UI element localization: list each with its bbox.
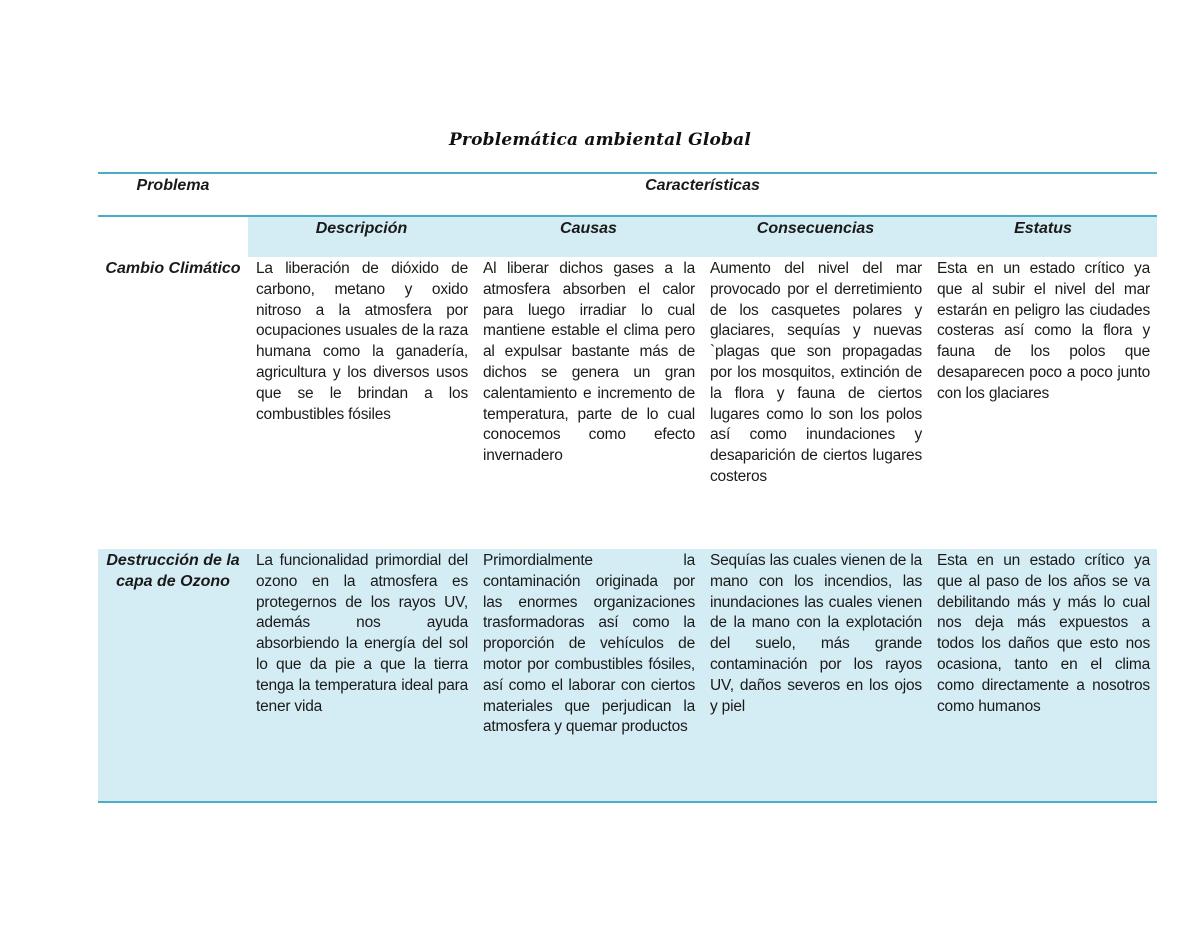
table-row [98, 549, 1157, 802]
cell-descripcion: La funcionalidad primordial del ozono en la atmosfera es protegernos de los rayos UV, además nos ayuda absorbiendo la energía del sol lo que da pie a que la tierra tenga la temperatura ideal para tener vida [248, 549, 475, 802]
header-caracteristicas: Características [248, 173, 1157, 216]
table-header-row [98, 173, 1157, 216]
cell-estatus: Esta en un estado crítico ya que al paso de los años se va debilitando más y más lo cual nos deja más expuestos a todos los daños que esto nos ocasiona, tanto en el clima como directamente a nosotros como humanos [929, 549, 1157, 802]
column-header-descripcion: Descripción [248, 216, 475, 257]
subheader-blank-cell [98, 216, 248, 257]
row-problem-label: Destrucción de la capa de Ozono [98, 549, 248, 802]
cell-causas: Al liberar dichos gases a la atmosfera absorben el calor para luego irradiar lo cual mantiene estable el clima pero al expulsar bastante más de dichos se genera un gran calentamiento e incremento de temperatura, parte de lo cual conocemos como efecto invernadero [483, 260, 695, 465]
cell-descripcion: La liberación de dióxido de carbono, metano y oxido nitroso a la atmosfera por ocupaciones usuales de la raza humana como la ganadería, agricultura y los diversos usos que se le brindan a los combustibles fósiles [256, 260, 468, 423]
column-header-causas: Causas [475, 216, 702, 257]
document-title: Problemática ambiental Global [448, 130, 752, 150]
row-problem-label: Cambio Climático [105, 260, 241, 277]
table-subheader-row [98, 216, 1157, 257]
cell-consecuencias: Aumento del nivel del mar provocado por el derretimiento de los casquetes polares y glaciares, sequías y nuevas `plagas que son propagadas por los mosquitos, extinción de la flora y fauna de ciertos lugares como lo son los polos así como inundaciones y desaparición de ciertos lugares costeros [710, 260, 922, 485]
column-header-consecuencias: Consecuencias [702, 216, 929, 257]
table-row [98, 257, 1157, 549]
column-header-estatus: Estatus [929, 216, 1157, 257]
header-problema: Problema [98, 173, 248, 216]
cell-consecuencias: Sequías las cuales vienen de la mano con los incendios, las inundaciones las cuales vienen de la mano con la explotación del suelo, más grande contaminación por los rayos UV, daños severos en los ojos y piel [702, 549, 929, 802]
cell-estatus: Esta en un estado crítico ya que al subir el nivel del mar estarán en peligro las ciudades costeras así como la flora y fauna de los polos que desaparecen poco a poco junto con los glaciares [937, 260, 1150, 402]
cell-causas: Primordialmente la contaminación originada por las enormes organizaciones trasformadoras así como la proporción de vehículos de motor por combustibles fósiles, así como el laborar con ciertos materiales que perjudican la atmosfera y quemar productos [475, 549, 702, 802]
environmental-problems-table [98, 172, 1157, 803]
